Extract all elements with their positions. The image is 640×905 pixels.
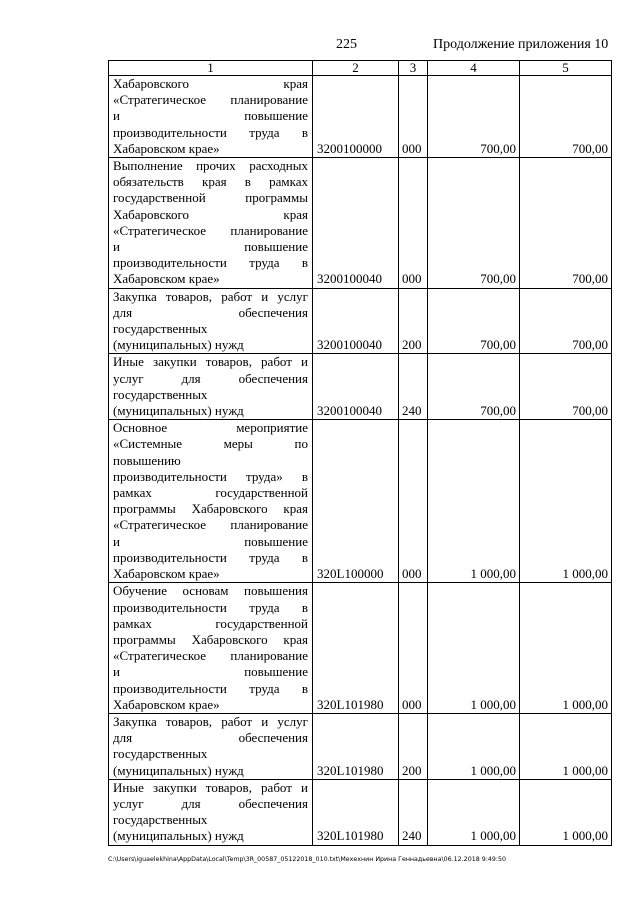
row-name-line: обязательств края в рамках bbox=[113, 174, 308, 190]
row-sum2-cell: 700,00 bbox=[520, 288, 612, 354]
row-csr-cell: 320L101980 bbox=[313, 713, 399, 779]
row-name-cell bbox=[109, 779, 313, 845]
row-name-line: «Стратегическое планирование bbox=[113, 648, 308, 664]
row-vr-cell: 200 bbox=[399, 288, 428, 354]
row-name-line: Хабаровском крае» bbox=[113, 566, 220, 582]
table-row bbox=[109, 288, 612, 354]
row-name-line: государственных bbox=[113, 746, 208, 762]
row-name-line: производительности труда» в bbox=[113, 468, 308, 484]
row-name-line: (муниципальных) нужд bbox=[113, 828, 244, 844]
row-vr-cell: 240 bbox=[399, 779, 428, 845]
row-name-line: (муниципальных) нужд bbox=[113, 762, 244, 778]
row-name-line: программы Хабаровского края bbox=[113, 501, 308, 517]
continuation-caption: Продолжение приложения 10 bbox=[433, 37, 609, 52]
row-name-line: государственной программы bbox=[113, 190, 308, 206]
row-name-line: «Системные меры по bbox=[113, 436, 308, 452]
row-sum2-cell: 1 000,00 bbox=[520, 713, 612, 779]
row-name-line: услуг для обеспечения bbox=[113, 370, 308, 386]
column-header: 4 bbox=[428, 61, 520, 76]
row-name-line: производительности труда в bbox=[113, 599, 308, 615]
row-name-line: и повышение bbox=[113, 239, 308, 255]
row-sum2-cell: 1 000,00 bbox=[520, 779, 612, 845]
row-name-line: Хабаровском крае» bbox=[113, 271, 220, 287]
row-csr-cell: 320L101980 bbox=[313, 779, 399, 845]
row-name-line: государственных bbox=[113, 812, 208, 828]
row-name-line: Закупка товаров, работ и услуг bbox=[113, 288, 308, 304]
row-name-line: программы Хабаровского края bbox=[113, 631, 308, 647]
row-name-line: (муниципальных) нужд bbox=[113, 337, 244, 353]
row-sum1-cell: 700,00 bbox=[428, 158, 520, 289]
row-csr-cell: 320L100000 bbox=[313, 420, 399, 583]
row-name-line: государственных bbox=[113, 386, 208, 402]
row-vr-cell: 000 bbox=[399, 583, 428, 714]
row-name-line: Хабаровском крае» bbox=[113, 696, 220, 712]
page-number: 225 bbox=[336, 37, 357, 52]
column-header: 5 bbox=[520, 61, 612, 76]
row-csr-cell: 320L101980 bbox=[313, 583, 399, 714]
row-vr-cell: 000 bbox=[399, 76, 428, 158]
row-name-line: Обучение основам повышения bbox=[113, 583, 308, 599]
row-sum1-cell: 700,00 bbox=[428, 288, 520, 354]
row-name-cell bbox=[109, 713, 313, 779]
row-name-line: повышению bbox=[113, 452, 181, 468]
budget-table bbox=[108, 60, 612, 846]
row-vr-cell: 000 bbox=[399, 420, 428, 583]
row-sum2-cell: 1 000,00 bbox=[520, 583, 612, 714]
row-name-line: Хабаровского края bbox=[113, 76, 308, 91]
row-name-line: государственных bbox=[113, 321, 208, 337]
row-name-line: Хабаровского края bbox=[113, 206, 308, 222]
row-name-line: Выполнение прочих расходных bbox=[113, 158, 308, 174]
row-name-line: «Стратегическое планирование bbox=[113, 222, 308, 238]
row-name-line: Закупка товаров, работ и услуг bbox=[113, 713, 308, 729]
row-csr-cell: 3200100040 bbox=[313, 158, 399, 289]
row-name-line: «Стратегическое планирование bbox=[113, 92, 308, 108]
row-name-line: Основное мероприятие bbox=[113, 420, 308, 436]
row-name-line: Хабаровском крае» bbox=[113, 140, 220, 156]
table-row bbox=[109, 158, 612, 289]
row-csr-cell: 3200100000 bbox=[313, 76, 399, 158]
table-row bbox=[109, 354, 612, 420]
row-sum1-cell: 700,00 bbox=[428, 76, 520, 158]
row-sum1-cell: 1 000,00 bbox=[428, 779, 520, 845]
row-name-cell bbox=[109, 158, 313, 289]
row-name-line: и повышение bbox=[113, 664, 308, 680]
table-row bbox=[109, 76, 612, 158]
row-name-cell bbox=[109, 583, 313, 714]
table-row bbox=[109, 420, 612, 583]
row-sum2-cell: 700,00 bbox=[520, 354, 612, 420]
row-name-line: «Стратегическое планирование bbox=[113, 517, 308, 533]
row-name-line: производительности труда в bbox=[113, 124, 308, 140]
table-body bbox=[109, 76, 612, 846]
row-name-line: производительности труда в bbox=[113, 255, 308, 271]
row-name-line: и повышение bbox=[113, 108, 308, 124]
table-row bbox=[109, 779, 612, 845]
row-sum1-cell: 1 000,00 bbox=[428, 583, 520, 714]
table-row bbox=[109, 583, 612, 714]
row-name-cell bbox=[109, 354, 313, 420]
row-name-line: Иные закупки товаров, работ и bbox=[113, 354, 308, 370]
row-name-line: услуг для обеспечения bbox=[113, 795, 308, 811]
row-name-line: для обеспечения bbox=[113, 304, 308, 320]
table-header-row bbox=[109, 61, 612, 76]
row-vr-cell: 240 bbox=[399, 354, 428, 420]
row-name-line: производительности труда в bbox=[113, 549, 308, 565]
row-sum1-cell: 1 000,00 bbox=[428, 713, 520, 779]
row-sum2-cell: 1 000,00 bbox=[520, 420, 612, 583]
row-sum1-cell: 700,00 bbox=[428, 354, 520, 420]
row-name-line: производительности труда в bbox=[113, 680, 308, 696]
column-header: 1 bbox=[109, 61, 313, 76]
row-vr-cell: 200 bbox=[399, 713, 428, 779]
row-csr-cell: 3200100040 bbox=[313, 288, 399, 354]
row-sum2-cell: 700,00 bbox=[520, 158, 612, 289]
row-name-line: и повышение bbox=[113, 533, 308, 549]
row-name-line: рамках государственной bbox=[113, 615, 308, 631]
column-header: 3 bbox=[399, 61, 428, 76]
row-name-cell bbox=[109, 420, 313, 583]
row-name-cell bbox=[109, 76, 313, 158]
row-vr-cell: 000 bbox=[399, 158, 428, 289]
row-name-line: (муниципальных) нужд bbox=[113, 403, 244, 419]
row-sum2-cell: 700,00 bbox=[520, 76, 612, 158]
row-name-line: рамках государственной bbox=[113, 485, 308, 501]
column-header: 2 bbox=[313, 61, 399, 76]
row-name-line: для обеспечения bbox=[113, 730, 308, 746]
row-name-line: Иные закупки товаров, работ и bbox=[113, 779, 308, 795]
file-path-footer: C:\Users\iguaelekhina\AppData\Local\Temp\3R_00587_05122018_010.txt\Мехехнин Ирина Геннадьевна\06.12.2018 9:49:50 bbox=[108, 856, 506, 863]
table-row bbox=[109, 713, 612, 779]
row-name-cell bbox=[109, 288, 313, 354]
row-csr-cell: 3200100040 bbox=[313, 354, 399, 420]
row-sum1-cell: 1 000,00 bbox=[428, 420, 520, 583]
